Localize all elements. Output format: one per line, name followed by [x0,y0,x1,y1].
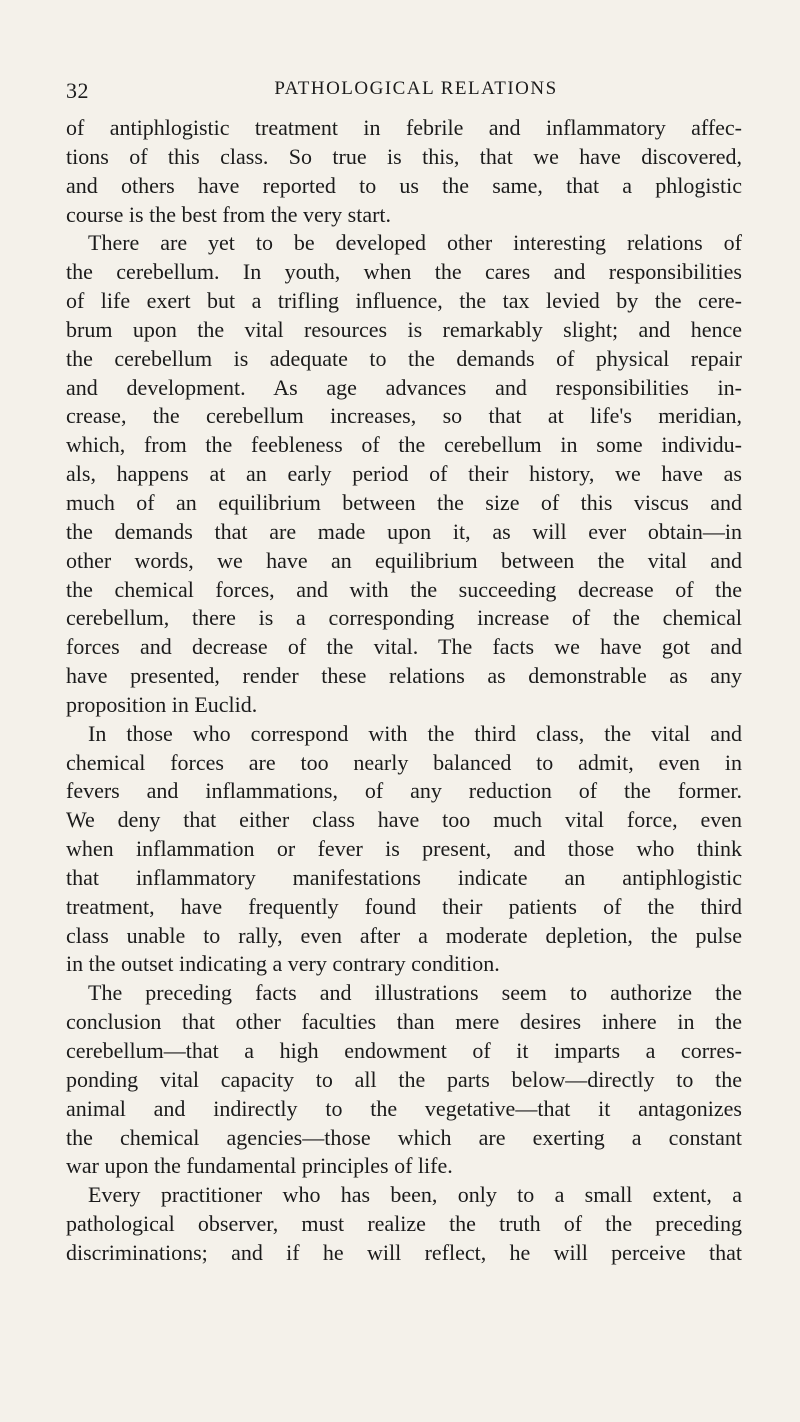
text-line: crease, the cerebellum increases, so that at life's meridian, [66,403,742,429]
page-header [66,74,746,108]
text-line: als, happens at an early period of their history, we have as [66,461,742,487]
text-line: the chemical agencies—those which are exerting a constant [66,1124,742,1150]
text-line: the demands that are made upon it, as will ever obtain—in [66,518,742,544]
text-line: The preceding facts and illustrations seem to authorize the [88,980,742,1006]
text-line: forces and decrease of the vital. The facts we have got and [66,634,742,660]
text-line: brum upon the vital resources is remarkably slight; and hence [66,316,742,342]
text-line: of antiphlogistic treatment in febrile and inflammatory affec- [66,115,742,140]
text-line: chemical forces are too nearly balanced to admit, even in [66,749,742,775]
text-line: the cerebellum. In youth, when the cares and responsibilities [66,259,742,285]
text-line: and development. As age advances and responsibilities in- [66,374,742,400]
body-text [66,114,742,1268]
text-line: Every practitioner who has been, only to a small extent, a [88,1182,742,1208]
text-line: and others have reported to us the same, that a phlogistic [66,172,742,198]
text-line: cerebellum, there is a corresponding increase of the chemical [66,605,742,631]
text-line: cerebellum—that a high endowment of it imparts a corres- [66,1038,742,1063]
text-line: much of an equilibrium between the size of this viscus and [66,489,742,515]
text-line: in the outset indicating a very contrary condition. [66,951,500,977]
text-line: the chemical forces, and with the succeeding decrease of the [66,576,742,602]
text-line: We deny that either class have too much vital force, even [66,807,742,833]
page-number: 32 [66,78,89,103]
text-line: proposition in Euclid. [66,691,258,717]
text-line: treatment, have frequently found their patients of the third [66,893,742,919]
text-line: tions of this class. So true is this, that we have discovered, [66,143,742,169]
running-head: PATHOLOGICAL RELATIONS [274,78,558,99]
text-line: course is the best from the very start. [66,201,392,227]
text-line: which, from the feebleness of the cerebellum in some individu- [66,432,742,458]
text-line: animal and indirectly to the vegetative—that it antagonizes [66,1095,742,1121]
text-line: discriminations; and if he will reflect, he will perceive that [66,1239,742,1265]
text-line: pathological observer, must realize the truth of the preceding [66,1211,742,1237]
text-line: that inflammatory manifestations indicate an antiphlogistic [66,864,742,890]
text-line: the cerebellum is adequate to the demands of physical repair [66,345,742,371]
text-line: There are yet to be developed other interesting relations of [88,230,742,256]
text-line: when inflammation or fever is present, and those who think [66,836,742,862]
text-line: of life exert but a trifling influence, the tax levied by the cere- [66,288,742,314]
text-line: In those who correspond with the third class, the vital and [88,720,742,746]
text-line: ponding vital capacity to all the parts below—directly to the [66,1066,742,1092]
text-line: have presented, render these relations as demonstrable as any [66,663,742,689]
text-line: conclusion that other faculties than mere desires inhere in the [66,1009,742,1035]
text-line: class unable to rally, even after a moderate depletion, the pulse [66,922,742,948]
text-line: other words, we have an equilibrium between the vital and [66,547,742,573]
text-line: war upon the fundamental principles of life. [66,1153,453,1179]
text-line: fevers and inflammations, of any reduction of the former. [66,778,742,804]
